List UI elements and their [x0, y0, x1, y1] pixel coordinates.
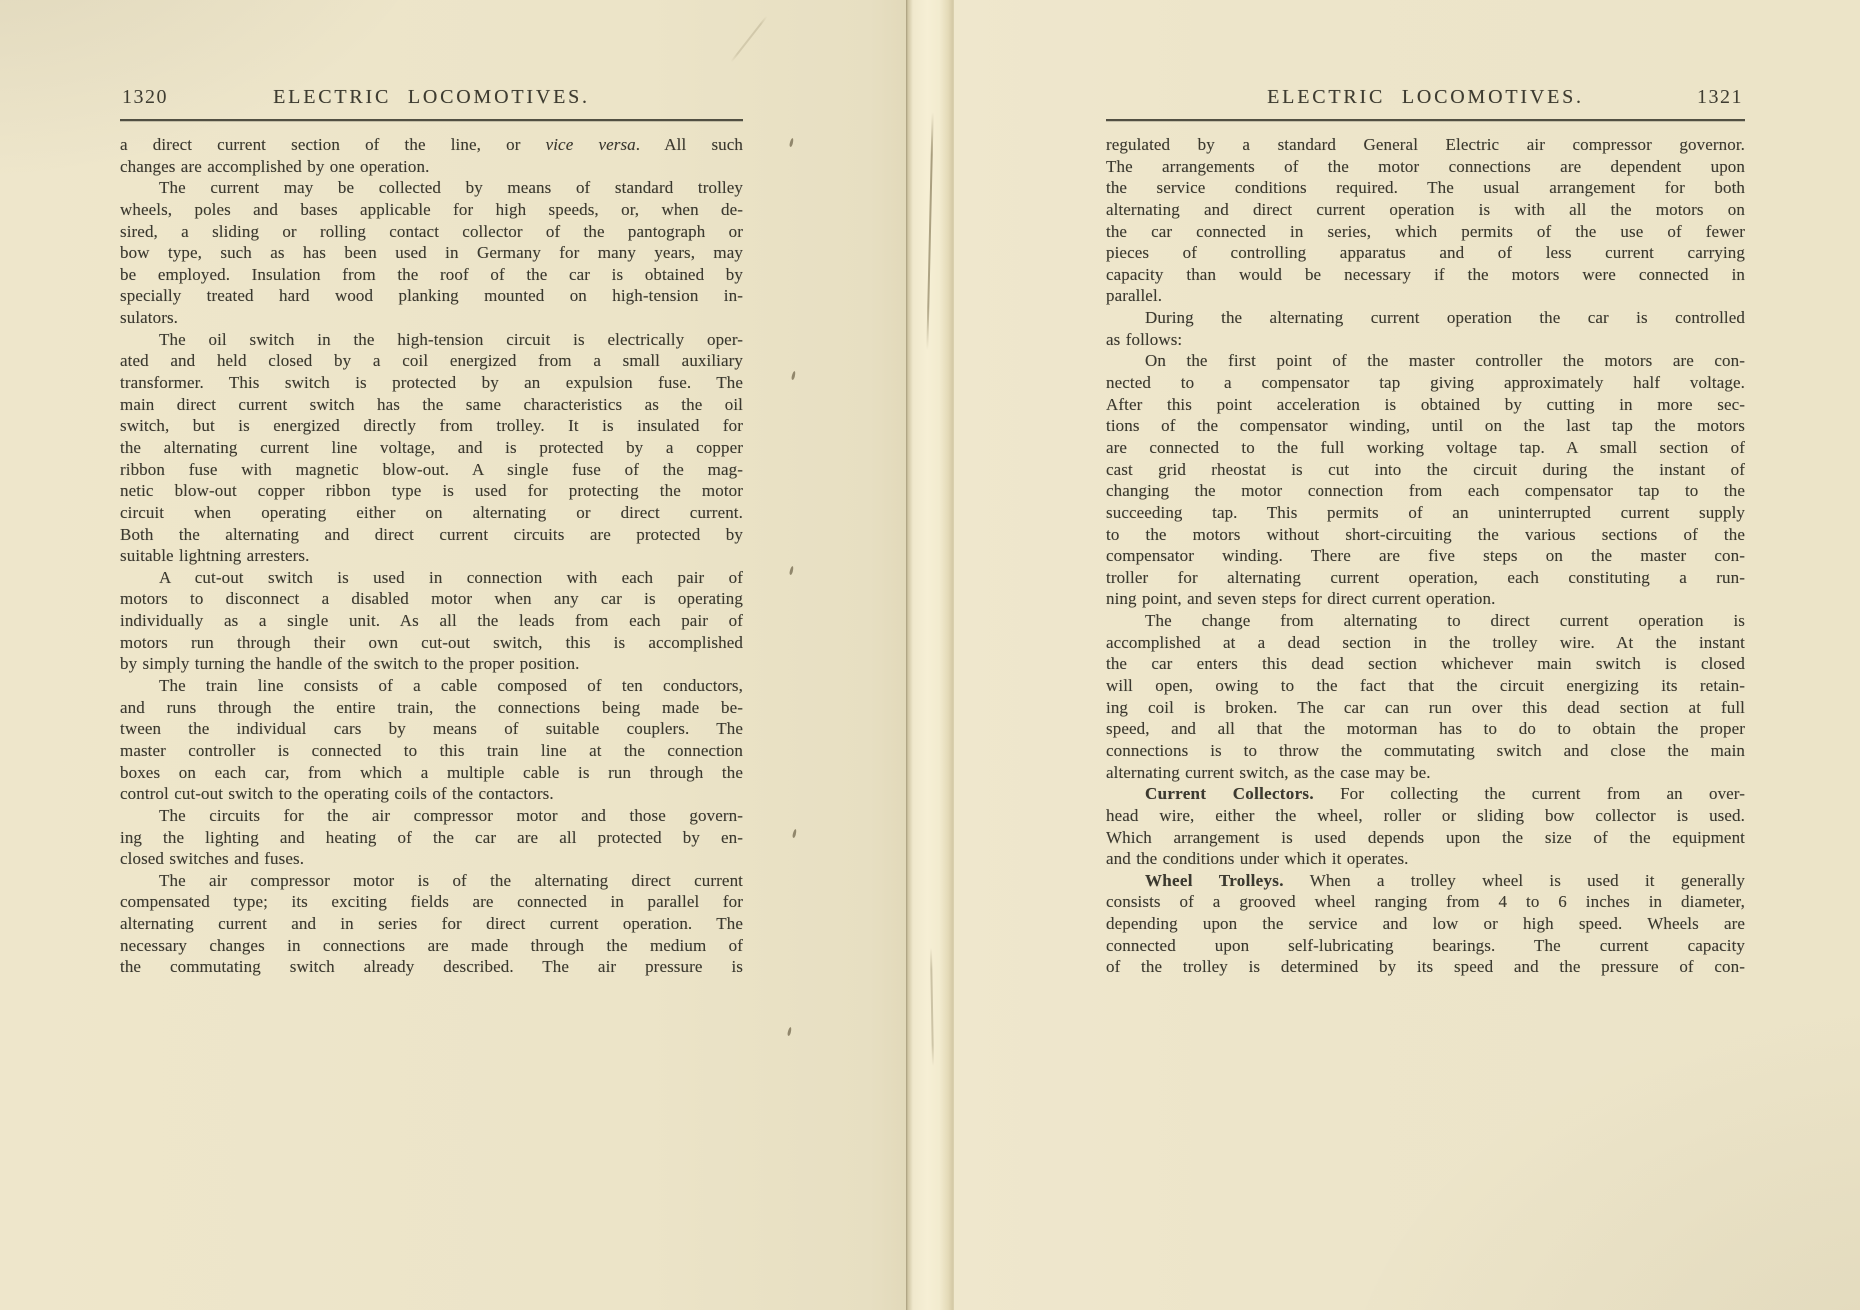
text-line: [120, 372, 743, 394]
text-run: ribbon fuse with magnetic blow-out. A single fuse of the mag-: [120, 459, 743, 479]
text-run: sulators.: [120, 308, 179, 328]
text-line: [120, 653, 743, 675]
text-line: [120, 870, 743, 892]
text-line: [120, 913, 743, 935]
running-head: ELECTRIC LOCOMOTIVES.: [1267, 86, 1584, 108]
text-run: bow type, such as has been used in Germany for many years, may: [120, 243, 743, 263]
text-line: [120, 567, 743, 589]
text-run: to the motors without short-circuiting the various sections of the: [1106, 524, 1745, 544]
text-run: The circuits for the air compressor motor and those govern-: [159, 805, 743, 825]
text-line: [120, 350, 743, 372]
text-run: changes are accomplished by one operation.: [120, 156, 430, 176]
text-line: [120, 437, 743, 459]
text-run: When a trolley wheel is used it generally: [1283, 870, 1745, 890]
text-run: After this point acceleration is obtained by cutting in more sec-: [1106, 394, 1745, 414]
text-line: [1106, 524, 1745, 546]
text-line: [120, 783, 743, 805]
text-line: [1106, 740, 1745, 762]
text-run: a direct current section of the line, or: [120, 135, 546, 154]
text-line: [1106, 675, 1745, 697]
text-line: [1106, 870, 1745, 892]
text-run: are connected to the full working voltage tap. A small section of: [1106, 437, 1745, 457]
bold-run: Wheel Trolleys.: [1145, 870, 1284, 890]
text-run: master controller is connected to this train line at the connection: [120, 740, 743, 760]
header-rule: [1106, 119, 1745, 121]
text-run: alternating current switch, as the case may be.: [1106, 762, 1431, 782]
text-line: [1106, 480, 1745, 502]
text-line: [1106, 805, 1745, 827]
text-run: netic blow-out copper ribbon type is used for protecting the motor: [120, 481, 743, 501]
text-run: main direct current switch has the same characteristics as the oil: [120, 394, 743, 414]
text-line: [120, 805, 743, 827]
text-line: [120, 697, 743, 719]
text-line: [120, 459, 743, 481]
text-run: the commutating switch already described. The air pressure is: [120, 957, 743, 977]
text-run: necessary changes in connections are made through the medium of: [120, 935, 743, 955]
text-line: [120, 415, 743, 437]
text-run: ing coil is broken. The car can run over this dead section at full: [1106, 697, 1745, 717]
text-run: pieces of controlling apparatus and of less current carrying: [1106, 243, 1745, 263]
text-line: [120, 502, 743, 524]
text-line: [1106, 264, 1745, 286]
text-run: motors run through their own cut-out switch, this is accomplished: [120, 632, 743, 652]
text-run: tween the individual cars by means of suitable couplers. The: [120, 719, 743, 739]
text-line: [1106, 610, 1745, 632]
text-line: [120, 762, 743, 784]
text-line: [120, 394, 743, 416]
text-line: [120, 156, 743, 178]
text-line: [120, 221, 743, 243]
text-line: [120, 285, 743, 307]
text-line: [1106, 350, 1745, 372]
text-line: [1106, 588, 1745, 610]
text-run: the car connected in series, which permits of the use of fewer: [1106, 221, 1745, 241]
left-page-header: [120, 86, 743, 112]
text-line: [1106, 307, 1745, 329]
text-run: The current may be collected by means of standard trolley: [159, 178, 743, 198]
text-run: will open, owing to the fact that the circuit energizing its retain-: [1106, 676, 1745, 696]
text-line: [1106, 199, 1745, 221]
text-run: by simply turning the handle of the switch to the proper position.: [120, 654, 580, 674]
text-run: alternating current and in series for direct current operation. The: [120, 914, 743, 934]
text-run: troller for alternating current operation, each constituting a run-: [1106, 567, 1745, 587]
left-page: [120, 86, 743, 978]
text-line: [1106, 935, 1745, 957]
text-line: [120, 134, 743, 156]
text-line: [1106, 394, 1745, 416]
text-line: [1106, 913, 1745, 935]
text-line: [120, 588, 743, 610]
text-run: the alternating current line voltage, and is protected by a copper: [120, 437, 743, 457]
text-line: [1106, 827, 1745, 849]
text-run: specially treated hard wood planking mounted on high-tension in-: [120, 286, 743, 306]
text-line: [1106, 415, 1745, 437]
text-run: The air compressor motor is of the alternating direct current: [159, 870, 743, 890]
text-run: ning point, and seven steps for direct current operation.: [1106, 589, 1496, 609]
text-line: [1106, 697, 1745, 719]
text-line: [120, 480, 743, 502]
text-run: and the conditions under which it operates.: [1106, 849, 1409, 869]
text-run: circuit when operating either on alternating or direct current.: [120, 502, 743, 522]
text-line: [1106, 545, 1745, 567]
text-run: The arrangements of the motor connections are dependent upon: [1106, 156, 1745, 176]
text-line: [120, 610, 743, 632]
text-run: consists of a grooved wheel ranging from 4 to 6 inches in diameter,: [1106, 892, 1745, 912]
text-line: [1106, 459, 1745, 481]
text-run: be employed. Insulation from the roof of the car is obtained by: [120, 264, 743, 284]
text-run: control cut-out switch to the operating coils of the contactors.: [120, 784, 554, 804]
text-line: [1106, 329, 1745, 351]
text-run: the car enters this dead section whichever main switch is closed: [1106, 654, 1745, 674]
text-run: ated and held closed by a coil energized from a small auxiliary: [120, 351, 743, 371]
text-run: depending upon the service and low or high speed. Wheels are: [1106, 914, 1745, 934]
text-line: [1106, 567, 1745, 589]
text-line: [120, 329, 743, 351]
text-run: of the trolley is determined by its speed and the pressure of con-: [1106, 957, 1745, 977]
text-run: accomplished at a dead section in the trolley wire. At the instant: [1106, 632, 1745, 652]
text-run: parallel.: [1106, 286, 1163, 306]
text-line: [120, 632, 743, 654]
text-run: capacity than would be necessary if the motors were connected in: [1106, 264, 1745, 284]
text-run: transformer. This switch is protected by an expulsion fuse. The: [120, 373, 743, 393]
text-line: [120, 545, 743, 567]
text-run: cast grid rheostat is cut into the circuit during the instant of: [1106, 459, 1745, 479]
text-run: individually as a single unit. As all the leads from each pair of: [120, 611, 743, 631]
text-line: [120, 524, 743, 546]
text-run: boxes on each car, from which a multiple cable is run through the: [120, 762, 743, 782]
text-line: [120, 740, 743, 762]
text-run: Which arrangement is used depends upon the size of the equipment: [1106, 827, 1745, 847]
text-line: [120, 956, 743, 978]
text-line: [120, 177, 743, 199]
text-line: [1106, 848, 1745, 870]
text-run: The oil switch in the high-tension circuit is electrically oper-: [159, 329, 743, 349]
page-number: 1321: [1697, 86, 1743, 108]
header-rule: [120, 119, 743, 121]
right-page: [1106, 86, 1745, 978]
text-line: [120, 199, 743, 221]
text-line: [1106, 437, 1745, 459]
text-line: [1106, 221, 1745, 243]
text-run: On the first point of the master controller the motors are con-: [1145, 351, 1745, 371]
text-line: [120, 827, 743, 849]
left-page-body: [120, 134, 743, 978]
text-line: [1106, 156, 1745, 178]
text-run: nected to a compensator tap giving approximately half voltage.: [1106, 373, 1745, 393]
text-run: alternating and direct current operation is with all the motors on: [1106, 199, 1745, 219]
text-line: [1106, 372, 1745, 394]
text-line: [120, 307, 743, 329]
text-run: changing the motor connection from each compensator tap to the: [1106, 481, 1745, 501]
text-line: [1106, 891, 1745, 913]
text-line: [1106, 783, 1745, 805]
text-line: [1106, 762, 1745, 784]
bold-run: Current Collectors.: [1145, 784, 1314, 804]
text-line: [1106, 177, 1745, 199]
text-run: For collecting the current from an over-: [1313, 784, 1745, 804]
text-run: the service conditions required. The usual arrangement for both: [1106, 178, 1745, 198]
text-run: head wire, either the wheel, roller or sliding bow collector is used.: [1106, 805, 1745, 825]
text-line: [1106, 285, 1745, 307]
text-run: as follows:: [1106, 329, 1183, 349]
text-run: connected upon self-lubricating bearings. The current capacity: [1106, 935, 1745, 955]
text-run: switch, but is energized directly from trolley. It is insulated for: [120, 416, 743, 436]
text-line: [120, 718, 743, 740]
text-run: During the alternating current operation the car is controlled: [1145, 308, 1745, 328]
running-head: ELECTRIC LOCOMOTIVES.: [273, 86, 590, 108]
text-line: [1106, 632, 1745, 654]
italic-run: vice versa: [545, 135, 636, 154]
text-run: succeeding tap. This permits of an uninterrupted current supply: [1106, 502, 1745, 522]
text-run: . All such: [635, 135, 743, 154]
text-run: and runs through the entire train, the connections being made be-: [120, 697, 743, 717]
text-run: speed, and all that the motorman has to do to obtain the proper: [1106, 719, 1745, 739]
text-run: ing the lighting and heating of the car are all protected by en-: [120, 827, 743, 847]
text-run: sired, a sliding or rolling contact collector of the pantograph or: [120, 221, 743, 241]
text-run: motors to disconnect a disabled motor when any car is operating: [120, 589, 743, 609]
text-run: The train line consists of a cable composed of ten conductors,: [159, 676, 743, 696]
text-run: closed switches and fuses.: [120, 849, 305, 869]
text-run: wheels, poles and bases applicable for high speeds, or, when de-: [120, 199, 743, 219]
text-line: [1106, 502, 1745, 524]
text-line: [120, 264, 743, 286]
text-line: [120, 848, 743, 870]
text-run: A cut-out switch is used in connection with each pair of: [159, 567, 743, 587]
text-run: Both the alternating and direct current circuits are protected by: [120, 524, 743, 544]
text-run: suitable lightning arresters.: [120, 546, 310, 566]
text-line: [120, 891, 743, 913]
text-run: connections is to throw the commutating switch and close the main: [1106, 740, 1745, 760]
text-run: compensated type; its exciting fields are connected in parallel for: [120, 892, 743, 912]
text-line: [120, 935, 743, 957]
text-line: [1106, 134, 1745, 156]
text-line: [1106, 956, 1745, 978]
text-run: compensator winding. There are five steps on the master con-: [1106, 546, 1745, 566]
text-line: [120, 675, 743, 697]
text-run: regulated by a standard General Electric air compressor governor.: [1106, 135, 1745, 154]
text-line: [1106, 718, 1745, 740]
text-run: The change from alternating to direct current operation is: [1145, 611, 1745, 631]
page-number: 1320: [122, 86, 168, 108]
right-page-header: [1106, 86, 1745, 112]
text-line: [120, 242, 743, 264]
right-page-body: [1106, 134, 1745, 978]
text-line: [1106, 653, 1745, 675]
text-run: tions of the compensator winding, until on the last tap the motors: [1106, 416, 1745, 436]
text-line: [1106, 242, 1745, 264]
